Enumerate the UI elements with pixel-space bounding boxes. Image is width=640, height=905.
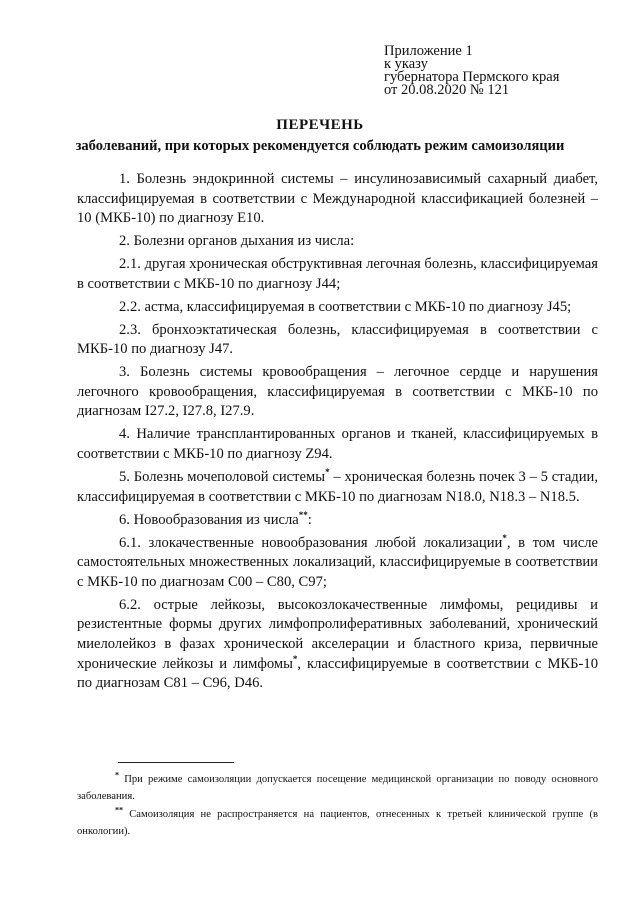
footnote-2 [77,807,598,840]
footnote-ref-single: * [502,532,507,543]
item-6 [77,511,598,531]
item-1: 1. Болезнь эндокринной системы – инсулинозависимый сахарный диабет, классифицируемая в соответствии с Международной классификацией болезней – 10 (МКБ-10) по диагнозу Е10. [77,171,598,227]
footnotes [77,772,598,842]
annex-line-4: от 20.08.2020 № 121 [384,82,510,98]
item-2-2: 2.2. астма, классифицируемая в соответствии с МКБ-10 по диагнозу J45; [119,298,572,315]
footnote-ref-single: * [325,467,330,478]
item-3: 3. Болезнь системы кровообращения – легочное сердце и нарушения легочного кровообращения, классифицируемая в соответствии с МКБ-10 по диагнозам I27.2, I27.8, I27.9. [77,364,598,420]
footnote-2-text: Самоизоляция не распространяется на пациентов, отнесенных к третьей клинической группе (в онкологии). [77,809,598,837]
annex-line-1: Приложение 1 [384,43,473,59]
footnote-1-text: При режиме самоизоляции допускается посещение медицинской организации по поводу основного заболевания. [77,774,598,802]
item-6-2-text-a: 6.2. острые лейкозы, высокозлокачественные лимфомы, рецидивы и резистентные формы других лимфопролиферативных заболеваний, хронический миелолейкоз в фазах хронической акселерации и бластного криза, первичные хронические лейкозы и лимфомы [77,596,598,672]
item-6-1 [77,534,598,593]
annex-line-3: губернатора Пермского края [384,69,560,85]
footnote-1 [77,772,598,805]
item-2-3: 2.3. бронхоэктатическая болезнь, классифицируемая в соответствии с МКБ-10 по диагнозу J47. [77,321,598,358]
document-body [77,170,598,697]
footnote-divider [118,762,234,763]
item-6-text-b: : [307,511,312,528]
item-2: 2. Болезни органов дыхания из числа: [119,233,355,250]
annex-block [384,45,559,97]
item-5-text-b: – хроническая болезнь почек 3 – 5 стадии, классифицируемая в соответствии с МКБ-10 по диагнозам N18.0, N18.3 – N18.5. [77,469,598,505]
footnote-2-mark: ** [115,805,123,815]
footnote-ref-double: ** [298,509,308,520]
item-2-1: 2.1. другая хроническая обструктивная легочная болезнь, классифицируемая в соответствии с МКБ-10 по диагнозу J44; [77,256,598,292]
footnote-1-mark: * [115,770,119,780]
annex-line-2: к указу [384,56,428,72]
item-6-2-text-b: , классифицируемые в соответствии с МКБ-10 по диагнозам С81 – С96, D46. [77,655,598,692]
item-4: 4. Наличие трансплантированных органов и тканей, классифицируемых в соответствии с МКБ-10 по диагнозу Z94. [77,426,598,463]
item-6-2 [77,596,598,694]
document-subtitle: заболеваний, при которых рекомендуется соблюдать режим самоизоляции [75,138,565,154]
item-6-text-a: 6. Новообразования из числа [119,511,299,528]
item-5 [77,468,598,507]
item-5-text-a: 5. Болезнь мочеполовой системы [119,469,326,486]
item-6-1-text-b: , в том числе самостоятельных множественных локализаций, классифицируемые в соответствии с МКБ-10 по диагнозам С00 – С80, С97; [77,534,598,590]
document-title: ПЕРЕЧЕНЬ [276,117,364,133]
footnote-ref-single: * [292,653,298,664]
item-6-1-text-a: 6.1. злокачественные новообразования любой локализации [119,534,503,551]
